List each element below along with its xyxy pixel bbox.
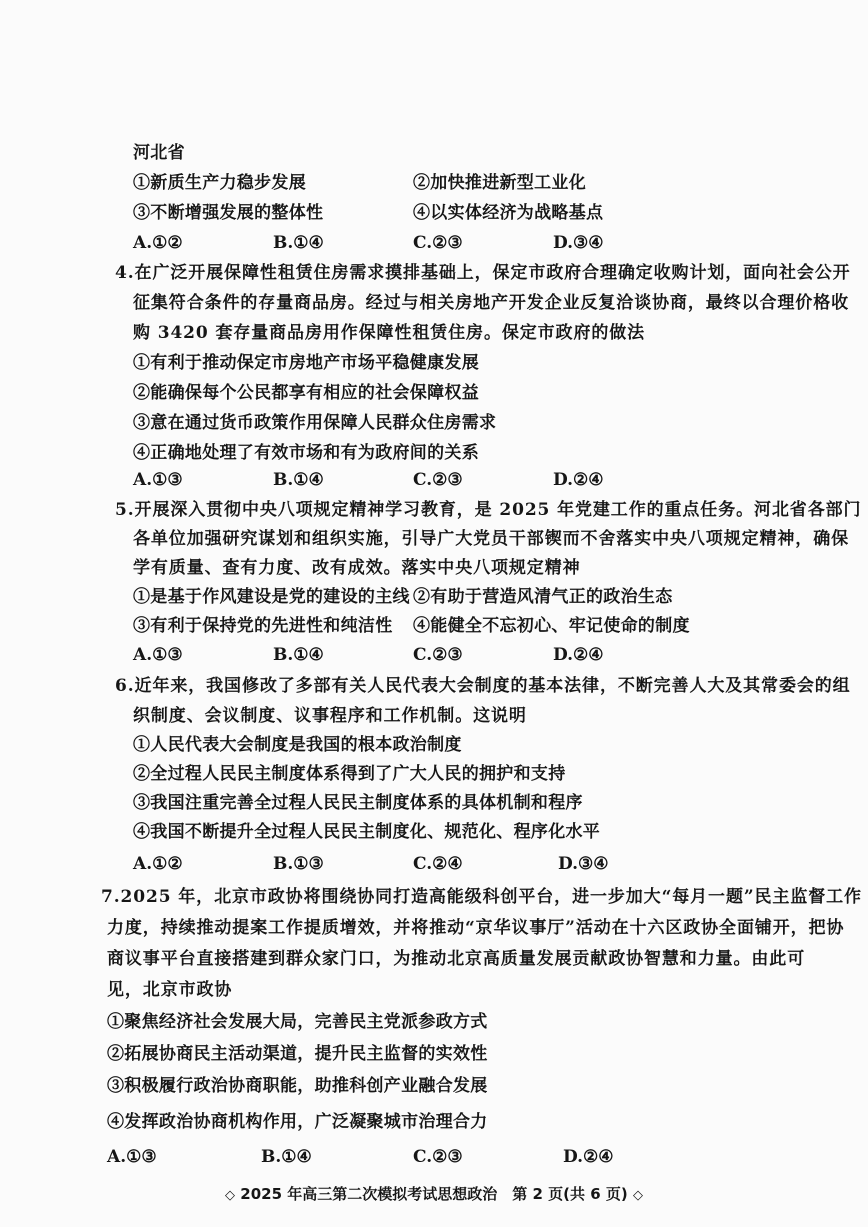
q6-choice-a: A.①② bbox=[133, 854, 183, 874]
q4-item-3: ③意在通过货币政策作用保障人民群众住房需求 bbox=[133, 413, 497, 433]
q3-item-3: ③不断增强发展的整体性 bbox=[133, 203, 324, 223]
q4-stem-line-3: 购 3420 套存量商品房用作保障性租赁住房。保定市政府的做法 bbox=[133, 323, 646, 343]
q3-stem-tail: 河北省 bbox=[133, 143, 185, 163]
q4-stem-line-2: 征集符合条件的存量商品房。经过与相关房地产开发企业反复洽谈协商，最终以合理价格收 bbox=[133, 293, 849, 313]
q6-stem-line-2: 织制度、会议制度、议事程序和工作机制。这说明 bbox=[133, 706, 527, 726]
q7-item-2: ②拓展协商民主活动渠道，提升民主监督的实效性 bbox=[107, 1044, 488, 1064]
q3-choice-a: A.①② bbox=[133, 233, 183, 253]
q5-item-2: ②有助于营造风清气正的政治生态 bbox=[413, 587, 673, 607]
q7-choice-c: C.②③ bbox=[413, 1147, 463, 1167]
q3-choice-b: B.①④ bbox=[273, 233, 324, 253]
q6-choice-c: C.②④ bbox=[413, 854, 463, 874]
q7-choice-d: D.②④ bbox=[563, 1147, 614, 1167]
q5-choice-a: A.①③ bbox=[133, 645, 183, 665]
diamond-right-icon: ◇ bbox=[632, 1188, 643, 1203]
q7-choice-b: B.①④ bbox=[261, 1147, 312, 1167]
q6-choice-b: B.①③ bbox=[273, 854, 324, 874]
q4-item-2: ②能确保每个公民都享有相应的社会保障权益 bbox=[133, 383, 479, 403]
footer-text: 2025 年高三第二次模拟考试思想政治 第 2 页(共 6 页) bbox=[240, 1185, 628, 1203]
q3-item-2: ②加快推进新型工业化 bbox=[413, 173, 586, 193]
q6-item-2: ②全过程人民民主制度体系得到了广大人民的拥护和支持 bbox=[133, 764, 566, 784]
q5-choice-b: B.①④ bbox=[273, 645, 324, 665]
q3-item-1: ①新质生产力稳步发展 bbox=[133, 173, 306, 193]
diamond-left-icon: ◇ bbox=[225, 1188, 236, 1203]
page-footer bbox=[0, 1183, 868, 1204]
q5-choice-c: C.②③ bbox=[413, 645, 463, 665]
q3-choice-d: D.③④ bbox=[553, 233, 604, 253]
q6-item-3: ③我国注重完善全过程人民民主制度体系的具体机制和程序 bbox=[133, 793, 583, 813]
q4-item-1: ①有利于推动保定市房地产市场平稳健康发展 bbox=[133, 353, 479, 373]
q5-item-4: ④能健全不忘初心、牢记使命的制度 bbox=[413, 616, 690, 636]
q5-stem-line-2: 各单位加强研究谋划和组织实施，引导广大党员干部锲而不舍落实中央八项规定精神，确保 bbox=[133, 529, 849, 549]
q6-choice-d: D.③④ bbox=[558, 854, 609, 874]
q7-stem-line-1: 7.2025 年，北京市政协将围绕协同打造高能级科创平台，进一步加大“每月一题”民主监督工作 bbox=[101, 887, 862, 907]
q4-item-4: ④正确地处理了有效市场和有为政府间的关系 bbox=[133, 443, 479, 463]
q3-item-4: ④以实体经济为战略基点 bbox=[413, 203, 604, 223]
q6-item-1: ①人民代表大会制度是我国的根本政治制度 bbox=[133, 735, 462, 755]
q7-item-3: ③积极履行政治协商职能，助推科创产业融合发展 bbox=[107, 1076, 488, 1096]
q7-choice-a: A.①③ bbox=[107, 1147, 157, 1167]
q5-item-3: ③有利于保持党的先进性和纯洁性 bbox=[133, 616, 393, 636]
q4-stem-line-1: 4.在广泛开展保障性租赁住房需求摸排基础上，保定市政府合理确定收购计划，面向社会公开 bbox=[115, 263, 851, 283]
q7-item-4: ④发挥政治协商机构作用，广泛凝聚城市治理合力 bbox=[107, 1112, 488, 1132]
q3-choice-c: C.②③ bbox=[413, 233, 463, 253]
q7-item-1: ①聚焦经济社会发展大局，完善民主党派参政方式 bbox=[107, 1012, 488, 1032]
q4-choice-a: A.①③ bbox=[133, 470, 183, 490]
q6-item-4: ④我国不断提升全过程人民民主制度化、规范化、程序化水平 bbox=[133, 822, 601, 842]
q5-stem-line-1: 5.开展深入贯彻中央八项规定精神学习教育，是 2025 年党建工作的重点任务。河北省各部门 bbox=[115, 500, 862, 520]
q4-choice-c: C.②③ bbox=[413, 470, 463, 490]
q6-stem-line-1: 6.近年来，我国修改了多部有关人民代表大会制度的基本法律，不断完善人大及其常委会的组 bbox=[115, 676, 851, 696]
q5-stem-line-3: 学有质量、查有力度、改有成效。落实中央八项规定精神 bbox=[133, 558, 581, 578]
q5-choice-d: D.②④ bbox=[553, 645, 604, 665]
q7-stem-line-4: 见，北京市政协 bbox=[107, 980, 233, 1000]
q5-item-1: ①是基于作风建设是党的建设的主线 bbox=[133, 587, 410, 607]
q4-choice-d: D.②④ bbox=[553, 470, 604, 490]
q7-stem-line-3: 商议事平台直接搭建到群众家门口，为推动北京高质量发展贡献政协智慧和力量。由此可 bbox=[107, 949, 806, 969]
q7-stem-line-2: 力度，持续推动提案工作提质增效，并将推动“京华议事厅”活动在十六区政协全面铺开，把协 bbox=[107, 918, 845, 938]
q4-choice-b: B.①④ bbox=[273, 470, 324, 490]
